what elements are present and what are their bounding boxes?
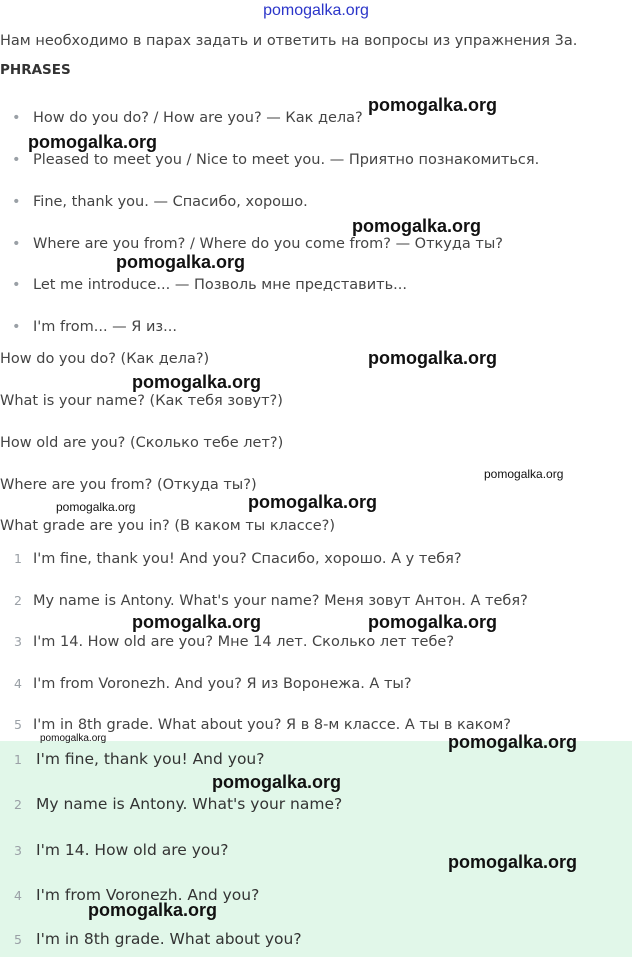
answer-item: [14, 717, 511, 733]
answer-number: 3: [14, 634, 22, 649]
watermark: pomogalka.org: [88, 900, 218, 920]
answer-text: I'm 14. How old are you?: [36, 841, 229, 859]
answer-text: I'm in 8th grade. What about you?: [36, 930, 302, 948]
phrase-text: How do you do? / How are you? — Как дела?: [33, 110, 363, 126]
answer-text: I'm from Voronezh. And you?: [36, 886, 260, 904]
highlighted-answer-item: [14, 841, 228, 859]
answer-item: [14, 676, 412, 692]
highlighted-answer-item: [14, 795, 342, 813]
answer-item: [14, 634, 454, 650]
answer-text: I'm from Voronezh. And you? Я из Воронежа. А ты?: [33, 676, 412, 692]
watermark: pomogalka.org: [448, 852, 578, 872]
bullet-icon: •: [12, 194, 21, 210]
bullet-icon: •: [12, 277, 21, 293]
phrase-text: I'm from... — Я из...: [33, 319, 177, 335]
watermark: pomogalka.org: [368, 348, 498, 368]
watermark: pomogalka.org: [368, 612, 498, 632]
bullet-icon: •: [12, 152, 21, 168]
phrase-item: [12, 236, 503, 252]
bullet-icon: •: [12, 319, 21, 335]
watermark: pomogalka.org: [116, 252, 246, 272]
watermark: pomogalka.org: [56, 500, 136, 514]
watermark: pomogalka.org: [352, 216, 482, 236]
bullet-icon: •: [12, 110, 21, 126]
highlighted-answer-item: [14, 930, 302, 948]
phrase-text: Fine, thank you. — Спасибо, хорошо.: [33, 194, 308, 210]
bullet-icon: •: [12, 236, 21, 252]
phrase-text: Where are you from? / Where do you come from? — Откуда ты?: [33, 236, 503, 252]
answer-number: 4: [14, 888, 22, 903]
watermark: pomogalka.org: [448, 732, 578, 752]
answer-number: 4: [14, 676, 22, 691]
answer-item: [14, 593, 528, 609]
highlighted-answer-item: [14, 750, 264, 768]
watermark: pomogalka.org: [248, 492, 378, 512]
answer-number: 3: [14, 843, 22, 858]
phrase-item: [12, 319, 177, 335]
question-text: What is your name? (Как тебя зовут?): [0, 393, 283, 409]
phrases-heading: PHRASES: [0, 62, 71, 78]
answer-text: I'm 14. How old are you? Мне 14 лет. Сколько лет тебе?: [33, 634, 455, 650]
watermark: pomogalka.org: [132, 372, 262, 392]
answer-text: I'm fine, thank you! And you?: [36, 750, 265, 768]
phrase-text: Let me introduce... — Позволь мне представить...: [33, 277, 407, 293]
intro-text: Нам необходимо в парах задать и ответить на вопросы из упражнения 3a.: [0, 33, 578, 49]
phrase-item: [12, 194, 308, 210]
question-text: What grade are you in? (В каком ты классе?): [0, 518, 335, 534]
watermark: pomogalka.org: [28, 132, 158, 152]
question-text: How old are you? (Сколько тебе лет?): [0, 435, 284, 451]
answer-text: My name is Antony. What's your name?: [36, 795, 343, 813]
question-text: Where are you from? (Откуда ты?): [0, 477, 257, 493]
phrase-text: Pleased to meet you / Nice to meet you. — Приятно познакомиться.: [33, 152, 540, 168]
answer-number: 5: [14, 717, 22, 732]
phrase-item: [12, 152, 539, 168]
answer-number: 5: [14, 932, 22, 947]
question-text: How do you do? (Как дела?): [0, 351, 210, 367]
answer-text: My name is Antony. What's your name? Меня зовут Антон. А тебя?: [33, 593, 528, 609]
watermark: pomogalka.org: [212, 772, 342, 792]
answer-number: 1: [14, 752, 22, 767]
answer-number: 2: [14, 593, 22, 608]
answer-number: 1: [14, 551, 22, 566]
phrase-item: [12, 110, 363, 126]
answer-text: I'm fine, thank you! And you? Спасибо, хорошо. А у тебя?: [33, 551, 462, 567]
header-watermark[interactable]: pomogalka.org: [263, 2, 369, 19]
watermark: pomogalka.org: [132, 612, 262, 632]
answer-number: 2: [14, 797, 22, 812]
answer-text: I'm in 8th grade. What about you? Я в 8-м классе. А ты в каком?: [33, 717, 511, 733]
phrase-item: [12, 277, 407, 293]
watermark: pomogalka.org: [40, 733, 107, 744]
answer-item: [14, 551, 462, 567]
watermark: pomogalka.org: [484, 467, 564, 481]
watermark: pomogalka.org: [368, 95, 498, 115]
